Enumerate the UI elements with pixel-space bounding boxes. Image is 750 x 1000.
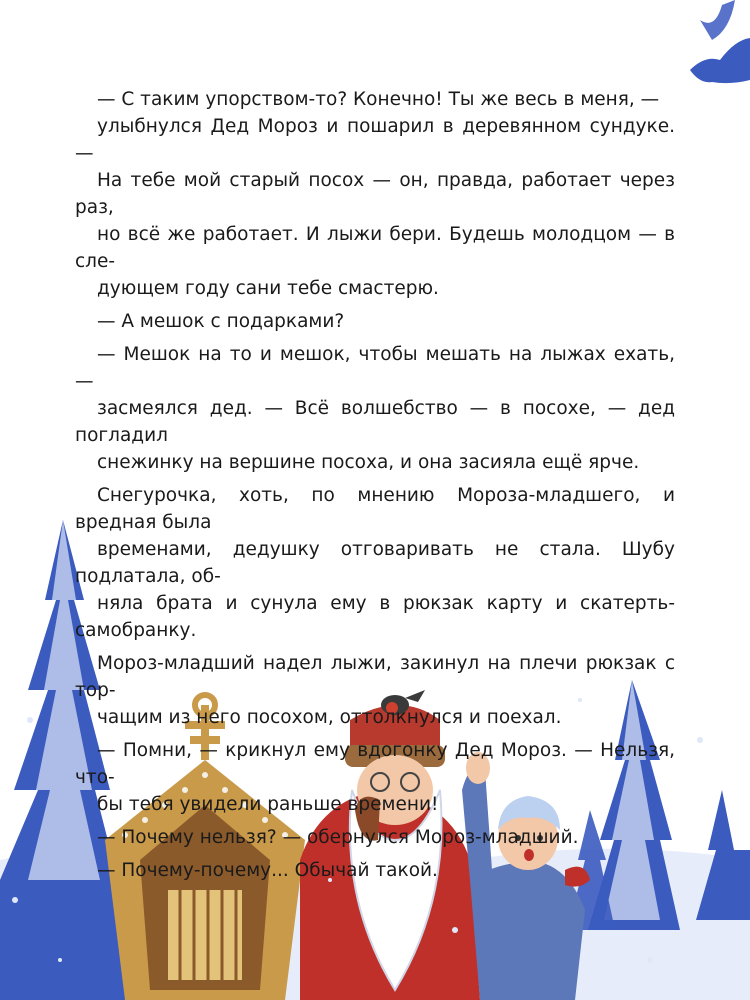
text-line: — Почему нельзя? — обернулся Мороз-младший.: [97, 827, 579, 848]
text-line: На тебе мой старый посох — он, правда, работает через раз,: [75, 170, 675, 218]
text-line: — Мешок на то и мешок, чтобы мешать на лыжах ехать, —: [75, 344, 675, 392]
text-line: чащим из него посохом, оттолкнулся и поехал.: [97, 707, 562, 728]
text-line: Снегурочка, хоть, по мнению Мороза-младшего, и вредная была: [75, 485, 675, 533]
text-line: Мороз-младший надел лыжи, закинул на плечи рюкзак с тор-: [75, 653, 675, 701]
text-line: но всё же работает. И лыжи бери. Будешь молодцом — в сле-: [75, 224, 675, 272]
text-line: снежинку на вершине посоха, и она засияла ещё ярче.: [97, 452, 640, 473]
paragraph: [75, 824, 675, 851]
paragraph: [75, 650, 675, 731]
text-line: — Помни, — крикнул ему вдогонку Дед Мороз. — Нельзя, что-: [75, 740, 675, 788]
text-line: — А мешок с подарками?: [97, 311, 345, 332]
text-line: — Почему-почему... Обычай такой.: [97, 860, 438, 881]
text-line: няла брата и сунула ему в рюкзак карту и скатерть-самобранку.: [75, 593, 675, 641]
text-line: засмеялся дед. — Всё волшебство — в посохе, — дед погладил: [75, 398, 675, 446]
paragraph: [75, 857, 675, 884]
text-line: дующем году сани тебе смастерю.: [97, 278, 439, 299]
text-line: бы тебя увидели раньше времени!: [97, 794, 439, 815]
paragraph: [75, 308, 675, 335]
text-line: улыбнулся Дед Мороз и пошарил в деревянном сундуке. —: [75, 116, 675, 164]
paragraph: [75, 482, 675, 644]
snowflake-icon: [690, 0, 750, 83]
text-line: временами, дедушку отговаривать не стала. Шубу подлатала, об-: [75, 539, 675, 587]
paragraph: [75, 737, 675, 818]
story-text: [75, 86, 675, 890]
paragraph: [75, 86, 675, 302]
text-line: — С таким упорством-то? Конечно! Ты же весь в меня, —: [97, 89, 660, 110]
paragraph: [75, 341, 675, 476]
